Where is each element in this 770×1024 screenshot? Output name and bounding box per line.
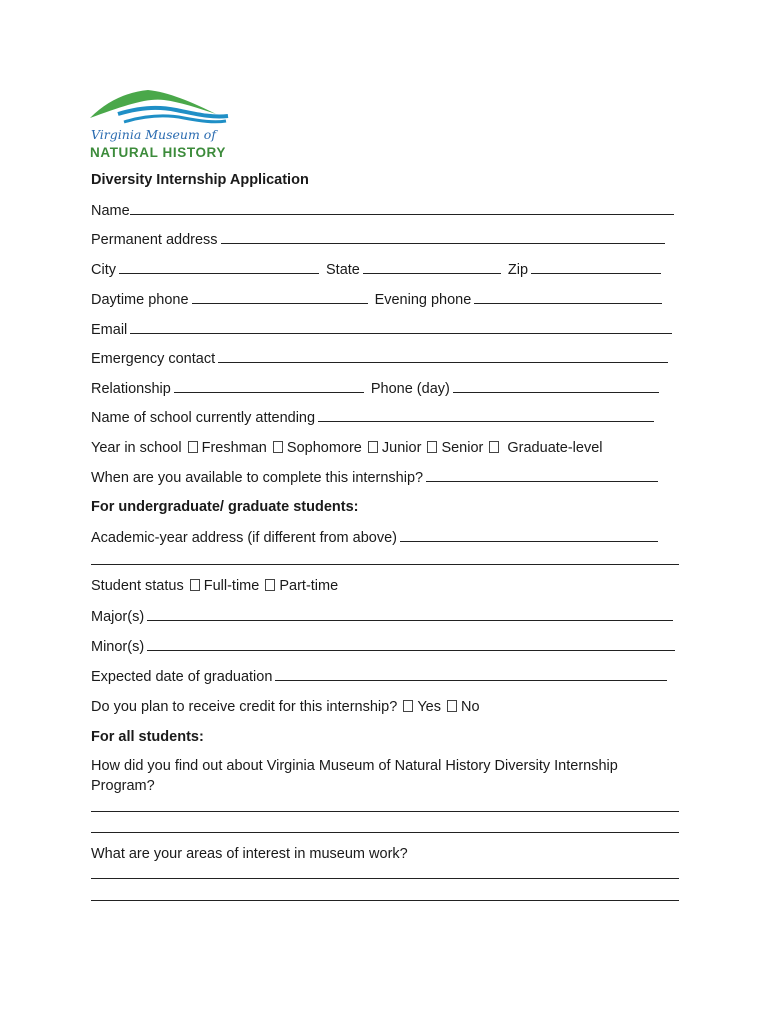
credit-row [91, 698, 480, 716]
emergency-contact-row [91, 349, 671, 368]
school-label: Name of school currently attending [91, 410, 316, 426]
majors-row [91, 607, 676, 626]
city-label: City [91, 262, 116, 278]
part-time-checkbox[interactable] [265, 579, 275, 591]
phone-day-field[interactable] [453, 379, 659, 393]
graduation-label: Expected date of graduation [91, 669, 273, 685]
academic-address-field[interactable] [400, 528, 658, 542]
logo-line2: NATURAL HISTORY [90, 145, 227, 160]
year-in-school-row [91, 439, 603, 457]
daytime-phone-label: Daytime phone [91, 292, 189, 308]
name-label: Name [91, 203, 130, 219]
find-out-answer-line-2[interactable] [91, 832, 679, 833]
city-state-zip-row [91, 260, 664, 279]
minors-row [91, 637, 678, 656]
academic-address-line-2[interactable] [91, 564, 679, 565]
year-label: Year in school [91, 440, 182, 456]
relationship-label: Relationship [91, 381, 171, 397]
daytime-phone-field[interactable] [192, 290, 368, 304]
city-field[interactable] [119, 260, 319, 274]
interest-answer-line-1[interactable] [91, 878, 679, 879]
part-time-label: Part-time [279, 578, 339, 594]
find-out-question-line2: Program? [91, 778, 155, 794]
emergency-contact-field[interactable] [218, 349, 668, 363]
full-time-label: Full-time [203, 578, 260, 594]
state-field[interactable] [363, 260, 501, 274]
academic-address-label: Academic-year address (if different from above) [91, 530, 397, 546]
credit-no-checkbox[interactable] [447, 700, 457, 712]
student-status-row [91, 577, 338, 595]
junior-checkbox[interactable] [368, 441, 378, 453]
availability-row [91, 468, 661, 487]
permanent-address-field[interactable] [221, 230, 665, 244]
find-out-answer-line-1[interactable] [91, 811, 679, 812]
name-row [91, 201, 677, 220]
logo-line1: Virginia Museum of [91, 127, 216, 142]
phone-row [91, 290, 665, 309]
graduation-row [91, 667, 670, 686]
evening-phone-field[interactable] [474, 290, 662, 304]
graduate-level-label: Graduate-level [507, 440, 603, 456]
relationship-field[interactable] [174, 379, 364, 393]
school-field[interactable] [318, 408, 654, 422]
zip-label: Zip [507, 262, 529, 278]
emergency-contact-label: Emergency contact [91, 351, 216, 367]
credit-no-label: No [461, 699, 480, 715]
permanent-address-label: Permanent address [91, 232, 218, 248]
interest-question: What are your areas of interest in museum work? [91, 846, 408, 862]
email-field[interactable] [130, 320, 672, 334]
sophomore-checkbox[interactable] [273, 441, 283, 453]
evening-phone-label: Evening phone [374, 292, 472, 308]
availability-field[interactable] [426, 468, 658, 482]
freshman-label: Freshman [201, 440, 267, 456]
state-label: State [326, 262, 360, 278]
student-status-label: Student status [91, 578, 184, 594]
availability-label: When are you available to complete this internship? [91, 470, 424, 486]
interest-answer-line-2[interactable] [91, 900, 679, 901]
credit-label: Do you plan to receive credit for this internship? [91, 699, 398, 715]
majors-label: Major(s) [91, 609, 145, 625]
zip-field[interactable] [531, 260, 661, 274]
permanent-address-row [91, 230, 668, 249]
school-row [91, 408, 657, 427]
email-label: Email [91, 322, 128, 338]
credit-yes-label: Yes [417, 699, 441, 715]
academic-address-row [91, 528, 661, 547]
full-time-checkbox[interactable] [190, 579, 200, 591]
graduation-field[interactable] [275, 667, 667, 681]
name-field[interactable] [130, 201, 674, 215]
undergrad-heading: For undergraduate/ graduate students: [91, 499, 359, 515]
senior-label: Senior [441, 440, 484, 456]
all-students-heading: For all students: [91, 729, 204, 745]
find-out-question-line1: How did you find out about Virginia Museum of Natural History Diversity Internship [91, 758, 618, 774]
senior-checkbox[interactable] [427, 441, 437, 453]
graduate-level-checkbox[interactable] [489, 441, 499, 453]
credit-yes-checkbox[interactable] [403, 700, 413, 712]
minors-field[interactable] [147, 637, 675, 651]
freshman-checkbox[interactable] [188, 441, 198, 453]
email-row [91, 320, 675, 339]
minors-label: Minor(s) [91, 639, 145, 655]
phone-day-label: Phone (day) [370, 381, 450, 397]
majors-field[interactable] [147, 607, 673, 621]
relationship-row [91, 379, 662, 398]
junior-label: Junior [381, 440, 422, 456]
sophomore-label: Sophomore [286, 440, 362, 456]
form-title: Diversity Internship Application [91, 172, 309, 188]
